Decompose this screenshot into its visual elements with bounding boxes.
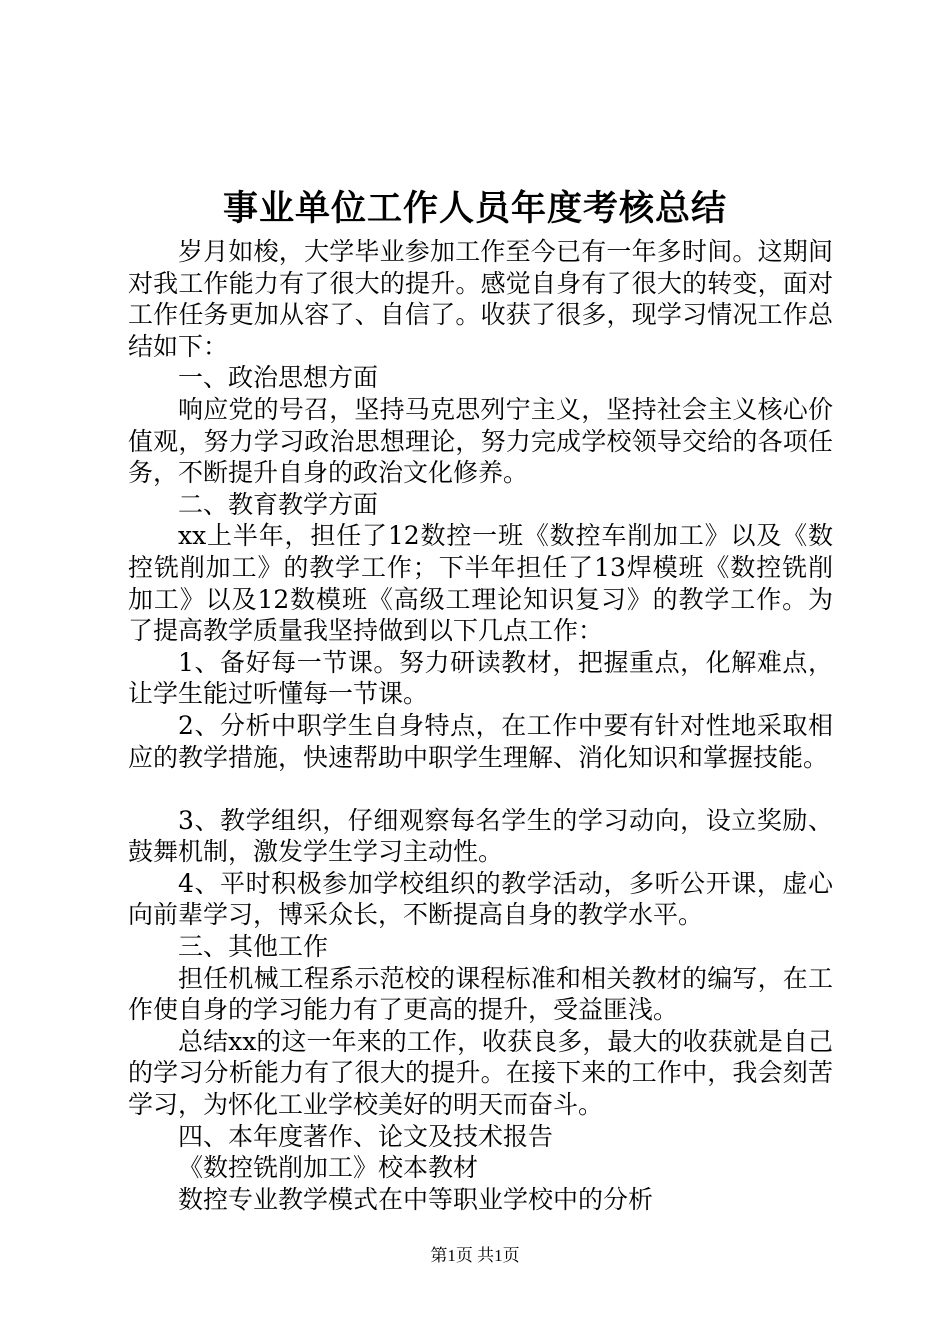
paragraph-intro: 岁月如梭，大学毕业参加工作至今已有一年多时间。这期间对我工作能力有了很大的提升。感觉自身有了很大的转变，面对工作任务更加从容了、自信了。收获了很多，现学习情况工作总结如下： (128, 237, 833, 361)
document-body (128, 236, 833, 1215)
section-heading-politics: 一、政治思想方面 (178, 363, 379, 393)
list-item-4: 4、平时积极参加学校组织的教学活动，多听公开课，虚心向前辈学习，博采众长，不断提高自身的教学水平。 (128, 868, 833, 930)
section-heading-publications: 四、本年度著作、论文及技术报告 (178, 1121, 554, 1151)
section-heading-other: 三、其他工作 (178, 932, 329, 962)
page-footer: 第1页 共1页 (430, 1246, 520, 1265)
publication-item-2: 数控专业教学模式在中等职业学校中的分析 (178, 1184, 654, 1214)
paragraph-summary: 总结xx的这一年来的工作，收获良多，最大的收获就是自己的学习分析能力有了很大的提升。在接下来的工作中，我会刻苦学习，为怀化工业学校美好的明天而奋斗。 (128, 1026, 833, 1120)
document-title: 事业单位工作人员年度考核总结 (222, 188, 727, 229)
list-item-1: 1、备好每一节课。努力研读教材，把握重点，化解难点，让学生能过听懂每一节课。 (128, 647, 833, 709)
publication-item-1: 《数控铣削加工》校本教材 (178, 1153, 479, 1183)
list-item-2: 2、分析中职学生自身特点，在工作中要有针对性地采取相应的教学措施，快速帮助中职学生理解、消化知识和掌握技能。 (128, 710, 833, 772)
list-item-3: 3、教学组织，仔细观察每名学生的学习动向，设立奖励、鼓舞机制，激发学生学习主动性。 (128, 805, 833, 867)
paragraph-politics: 响应党的号召，坚持马克思列宁主义，坚持社会主义核心价值观，努力学习政治思想理论，努力完成学校领导交给的各项任务，不断提升自身的政治文化修养。 (128, 394, 833, 488)
section-heading-teaching: 二、教育教学方面 (178, 489, 379, 519)
paragraph-other: 担任机械工程系示范校的课程标准和相关教材的编写，在工作使自身的学习能力有了更高的提升，受益匪浅。 (128, 963, 833, 1025)
paragraph-teaching: xx上半年，担任了12数控一班《数控车削加工》以及《数控铣削加工》的教学工作；下半年担任了13焊模班《数控铣削加工》以及12数模班《高级工理论知识复习》的教学工作。为了提高教学质量我坚持做到以下几点工作： (128, 521, 833, 646)
